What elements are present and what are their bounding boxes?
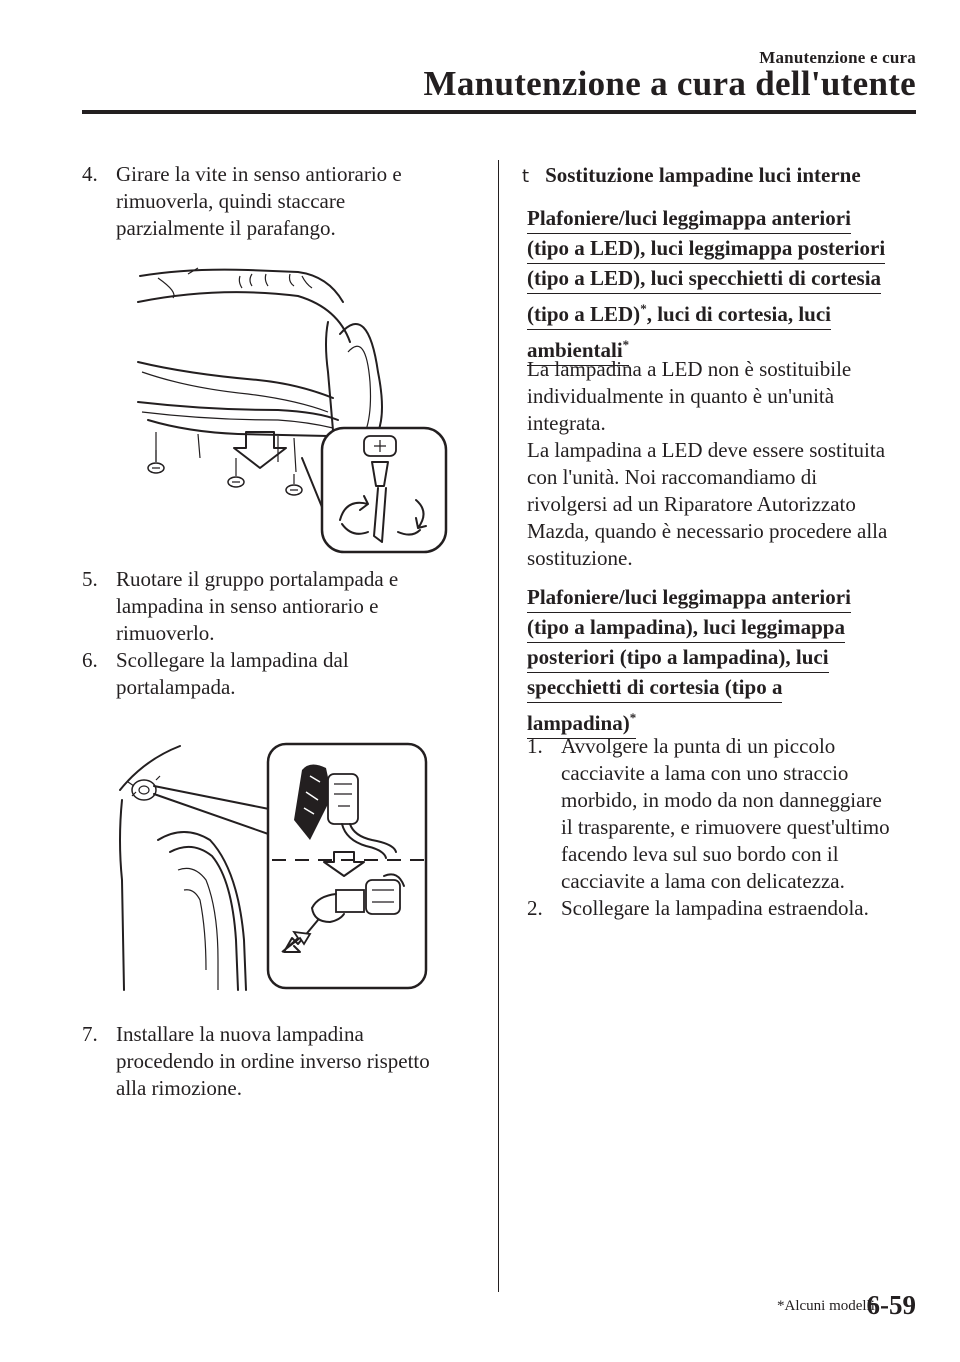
page-number: 6-59 — [866, 1290, 916, 1320]
subheading-text: (tipo a LED) — [527, 302, 641, 326]
subheading-text: ambientali — [527, 338, 623, 362]
step-7 — [82, 1021, 482, 1102]
step-number: 1. — [527, 734, 543, 758]
paragraph-line: con l'unità. Noi raccomandiamo di — [527, 465, 818, 489]
paragraph-line: La lampadina a LED non è sostituibile — [527, 357, 852, 381]
paragraph-line: Mazda, quando è necessario procedere alla — [527, 519, 888, 543]
screwdriver-detail-inset — [302, 428, 446, 552]
subheading-text: , luci di cortesia, luci — [646, 302, 832, 326]
step-text: parzialmente il parafango. — [116, 216, 336, 240]
step-number: 2. — [527, 896, 543, 920]
step-text: alla rimozione. — [116, 1076, 242, 1100]
step-text: facendo leva sul suo bordo con il — [561, 842, 839, 866]
step-number: 4. — [82, 162, 98, 186]
subheading-line: (tipo a LED), luci leggimappa posteriori — [527, 235, 885, 264]
step-text: procedendo in ordine inverso rispetto — [116, 1049, 430, 1073]
step-number: 5. — [82, 567, 98, 591]
car-fender-drawing — [120, 746, 246, 990]
step-2 — [527, 895, 927, 922]
step-number: 6. — [82, 648, 98, 672]
subheading-line: Plafoniere/luci leggimappa anteriori — [527, 584, 851, 613]
footnote-asterisk: * — [629, 710, 637, 725]
step-text: Scollegare la lampadina dal — [116, 648, 349, 672]
step-text: rimuoverla, quindi staccare — [116, 189, 346, 213]
column-divider — [498, 160, 499, 1292]
step-text: morbido, in modo da non danneggiare — [561, 788, 882, 812]
footnote-asterisk: * — [622, 337, 630, 352]
section-title: Sostituzione lampadine luci interne — [545, 163, 861, 187]
section-heading — [522, 163, 861, 188]
running-header-section: Manutenzione e cura — [759, 48, 916, 67]
subheading-line — [527, 295, 831, 330]
step-text: Avvolgere la punta di un piccolo — [561, 734, 836, 758]
header-rule — [82, 110, 916, 114]
subheading-line: (tipo a lampadina), luci leggimappa — [527, 614, 845, 643]
running-header-title: Manutenzione a cura dell'utente — [423, 64, 916, 103]
step-text: cacciavite a lama con delicatezza. — [561, 869, 845, 893]
step-text: Girare la vite in senso antiorario e — [116, 162, 402, 186]
step-text: Scollegare la lampadina estraendola. — [561, 896, 869, 920]
step-text: Ruotare il gruppo portalampada e — [116, 567, 399, 591]
subheading-line: Plafoniere/luci leggimappa anteriori — [527, 205, 851, 234]
step-text: lampadina in senso antiorario e — [116, 594, 379, 618]
bulb-detail-inset — [268, 744, 426, 988]
paragraph-line: integrata. — [527, 411, 606, 435]
step-text: cacciavite a lama con uno straccio — [561, 761, 849, 785]
subheading-line: specchietti di cortesia (tipo a — [527, 674, 782, 703]
led-paragraph — [527, 356, 927, 572]
step-text: portalampada. — [116, 675, 236, 699]
subheading-text: lampadina) — [527, 711, 630, 735]
paragraph-line: rivolgersi ad un Riparatore Autorizzato — [527, 492, 856, 516]
paragraph-line: sostituzione. — [527, 546, 633, 570]
subheading-line: posteriori (tipo a lampadina), luci — [527, 644, 829, 673]
step-4 — [82, 161, 482, 242]
subheading-line: (tipo a LED), luci specchietti di cortesia — [527, 265, 881, 294]
step-5 — [82, 566, 482, 647]
fender-screw-removal-illustration — [128, 262, 453, 557]
subheading-bulb — [527, 584, 927, 740]
step-number: 7. — [82, 1022, 98, 1046]
subheading-led — [527, 205, 927, 367]
paragraph-line: individualmente in quanto è un'unità — [527, 384, 835, 408]
footnote-asterisk: * — [640, 301, 647, 316]
step-6 — [82, 647, 482, 701]
step-1 — [527, 733, 927, 895]
footnote-models: *Alcuni modelli. — [777, 1298, 879, 1314]
section-marker-icon: t — [522, 166, 530, 187]
paragraph-line: La lampadina a LED deve essere sostituita — [527, 438, 886, 462]
step-text: Installare la nuova lampadina — [116, 1022, 364, 1046]
screw-icon — [148, 450, 302, 495]
step-text: rimuoverlo. — [116, 621, 215, 645]
bulb-removal-illustration — [114, 740, 430, 992]
step-text: il trasparente, e rimuovere quest'ultimo — [561, 815, 890, 839]
